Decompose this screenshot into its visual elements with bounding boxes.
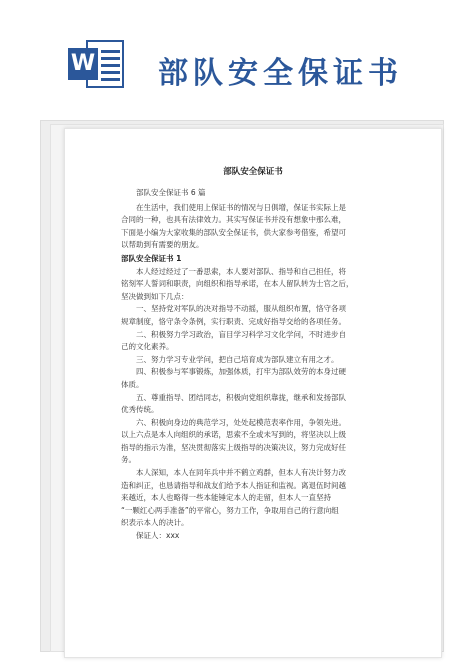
word-icon — [68, 38, 126, 90]
paragraph-line: 铭刻军人誓词和职责，向组织和指导承诺，在本人留队转为士官之后， — [121, 279, 354, 289]
word-icon-letter: W — [68, 48, 98, 80]
paragraph-line: 己的文化素养。 — [121, 342, 174, 352]
document-title: 部队安全保证书 — [223, 167, 283, 177]
paragraph-line: 本人经过经过了一番思索，本人要对部队、指导和自己担任，将 — [136, 266, 346, 276]
paragraph-line: 在生活中，我们使用上保证书的情况与日俱增，保证书实际上是 — [136, 202, 346, 212]
paragraph-line: 六、积极向身边的典范学习，处处起模范表率作用，争领先进。 — [136, 417, 346, 427]
paragraph-line: 坚决做到如下几点： — [121, 291, 189, 301]
paragraph-line: 合同的一种，也具有法律效力。其实写保证书并没有想象中那么难， — [121, 215, 346, 225]
paragraph-line: 下面是小编为大家收集的部队安全保证书，供大家参考借鉴，希望可 — [121, 227, 346, 237]
paragraph-line: 以帮助到有需要的朋友。 — [121, 240, 204, 250]
paragraph-line: 五、尊重指导、团结同志，积极向党组织靠拢，继承和发扬部队 — [136, 392, 346, 402]
paragraph-line: 三、努力学习专业学问，把自己培育成为部队建立有用之才。 — [136, 354, 339, 364]
paragraph-line: 一、坚持党对军队的决对指导不动摇，服从组织布置，恪守各项 — [136, 304, 346, 314]
paragraph-line: 织表示本人的决计。 — [121, 518, 189, 528]
paragraph-line: 部队安全保证书 6 篇 — [136, 188, 206, 197]
paragraph-line: 体质。 — [121, 379, 144, 389]
paragraph-line: 二、积极努力学习政治，盲目学习科学习文化学问，不时进步自 — [136, 329, 346, 339]
paragraph-line: 务。 — [121, 455, 136, 465]
paragraph-line: 造和纠正，也恳请指导和战友们给予本人指证和监视。离退伍时间越 — [121, 480, 346, 490]
section-heading: 部队安全保证书 1 — [121, 253, 182, 263]
paragraph-line: 本人深知，本人在同年兵中并不鹤立鸡群，但本人有决计努力改 — [136, 468, 346, 478]
banner-title: 部队安全保证书 — [158, 56, 403, 91]
paragraph-line: 以上六点是本人向组织的承诺，思索不全或未写到的，将坚决以上级 — [121, 430, 346, 440]
paragraph-line: 四、积极参与军事锻炼，加强体质，打牢为部队效劳的本身过硬 — [136, 367, 346, 377]
paragraph-line: 来越近，本人也略得一些本能锤定本人的走留，但本人一直坚持 — [121, 493, 331, 503]
paragraph-line: 保证人：xxx — [136, 531, 180, 541]
paragraph-line: 优秀传统。 — [121, 405, 159, 415]
banner — [0, 0, 474, 100]
document-page — [64, 128, 442, 658]
document-body — [121, 187, 397, 543]
paragraph-line: 规章制度，恪守条令条例，实行职责、完成好指导交给的各项任务。 — [121, 316, 346, 326]
paragraph-line: 指导的指示为准，坚决贯彻落实上级指导的决策决议，努力完成好任 — [121, 442, 346, 452]
paragraph-line: “一颗红心两手准备”的平常心，努力工作，争取用自己的行意向组 — [121, 505, 339, 515]
